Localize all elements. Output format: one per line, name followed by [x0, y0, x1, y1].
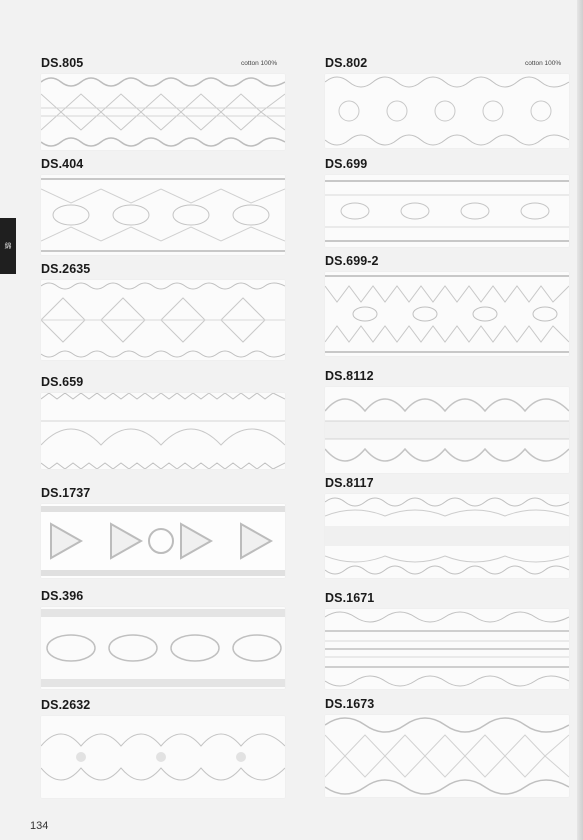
lace-swatch [325, 74, 569, 148]
lace-swatch [41, 74, 285, 150]
lace-item-left-4 [41, 486, 285, 581]
product-code: DS.404 [41, 157, 84, 171]
lace-item-right-6 [325, 697, 569, 797]
lace-item-left-6 [41, 698, 285, 798]
lace-swatch [41, 175, 285, 255]
lace-swatch [325, 387, 569, 473]
lace-item-left-5 [41, 589, 285, 689]
product-code: DS.805 [41, 56, 84, 70]
product-code: DS.1737 [41, 486, 91, 500]
lace-item-left-1 [41, 157, 285, 257]
lace-item-left-2 [41, 262, 285, 362]
product-code: DS.2635 [41, 262, 91, 276]
product-code: DS.8112 [325, 369, 374, 383]
lace-item-left-3 [41, 375, 285, 470]
material-note: cotton 100% [241, 60, 278, 67]
lace-item-right-1 [325, 157, 569, 247]
lace-swatch [41, 280, 285, 360]
lace-swatch [41, 504, 285, 578]
lace-item-right-2 [325, 254, 569, 358]
material-note: cotton 100% [525, 60, 562, 67]
lace-swatch [325, 609, 569, 689]
lace-swatch [41, 607, 285, 689]
product-code: DS.1671 [325, 591, 375, 605]
product-code: DS.802 [325, 56, 368, 70]
product-code: DS.699-2 [325, 254, 379, 268]
page-number: 134 [30, 820, 49, 832]
lace-item-right-0 [325, 56, 569, 148]
section-tab-label: 綿 [4, 242, 12, 250]
lace-swatch [325, 272, 569, 356]
page-edge [577, 0, 583, 840]
lace-item-right-5 [325, 591, 569, 689]
product-code: DS.8117 [325, 476, 374, 490]
product-code: DS.1673 [325, 697, 375, 711]
lace-swatch [325, 494, 569, 578]
lace-item-left-0 [41, 56, 285, 150]
product-code: DS.659 [41, 375, 84, 389]
lace-swatch [41, 716, 285, 798]
lace-item-right-4 [325, 476, 569, 580]
product-code: DS.396 [41, 589, 84, 603]
lace-swatch [325, 175, 569, 247]
product-code: DS.2632 [41, 698, 91, 712]
lace-swatch [325, 715, 569, 797]
product-code: DS.699 [325, 157, 368, 171]
lace-swatch [41, 393, 285, 469]
section-tab [0, 218, 16, 274]
lace-item-right-3 [325, 369, 569, 473]
